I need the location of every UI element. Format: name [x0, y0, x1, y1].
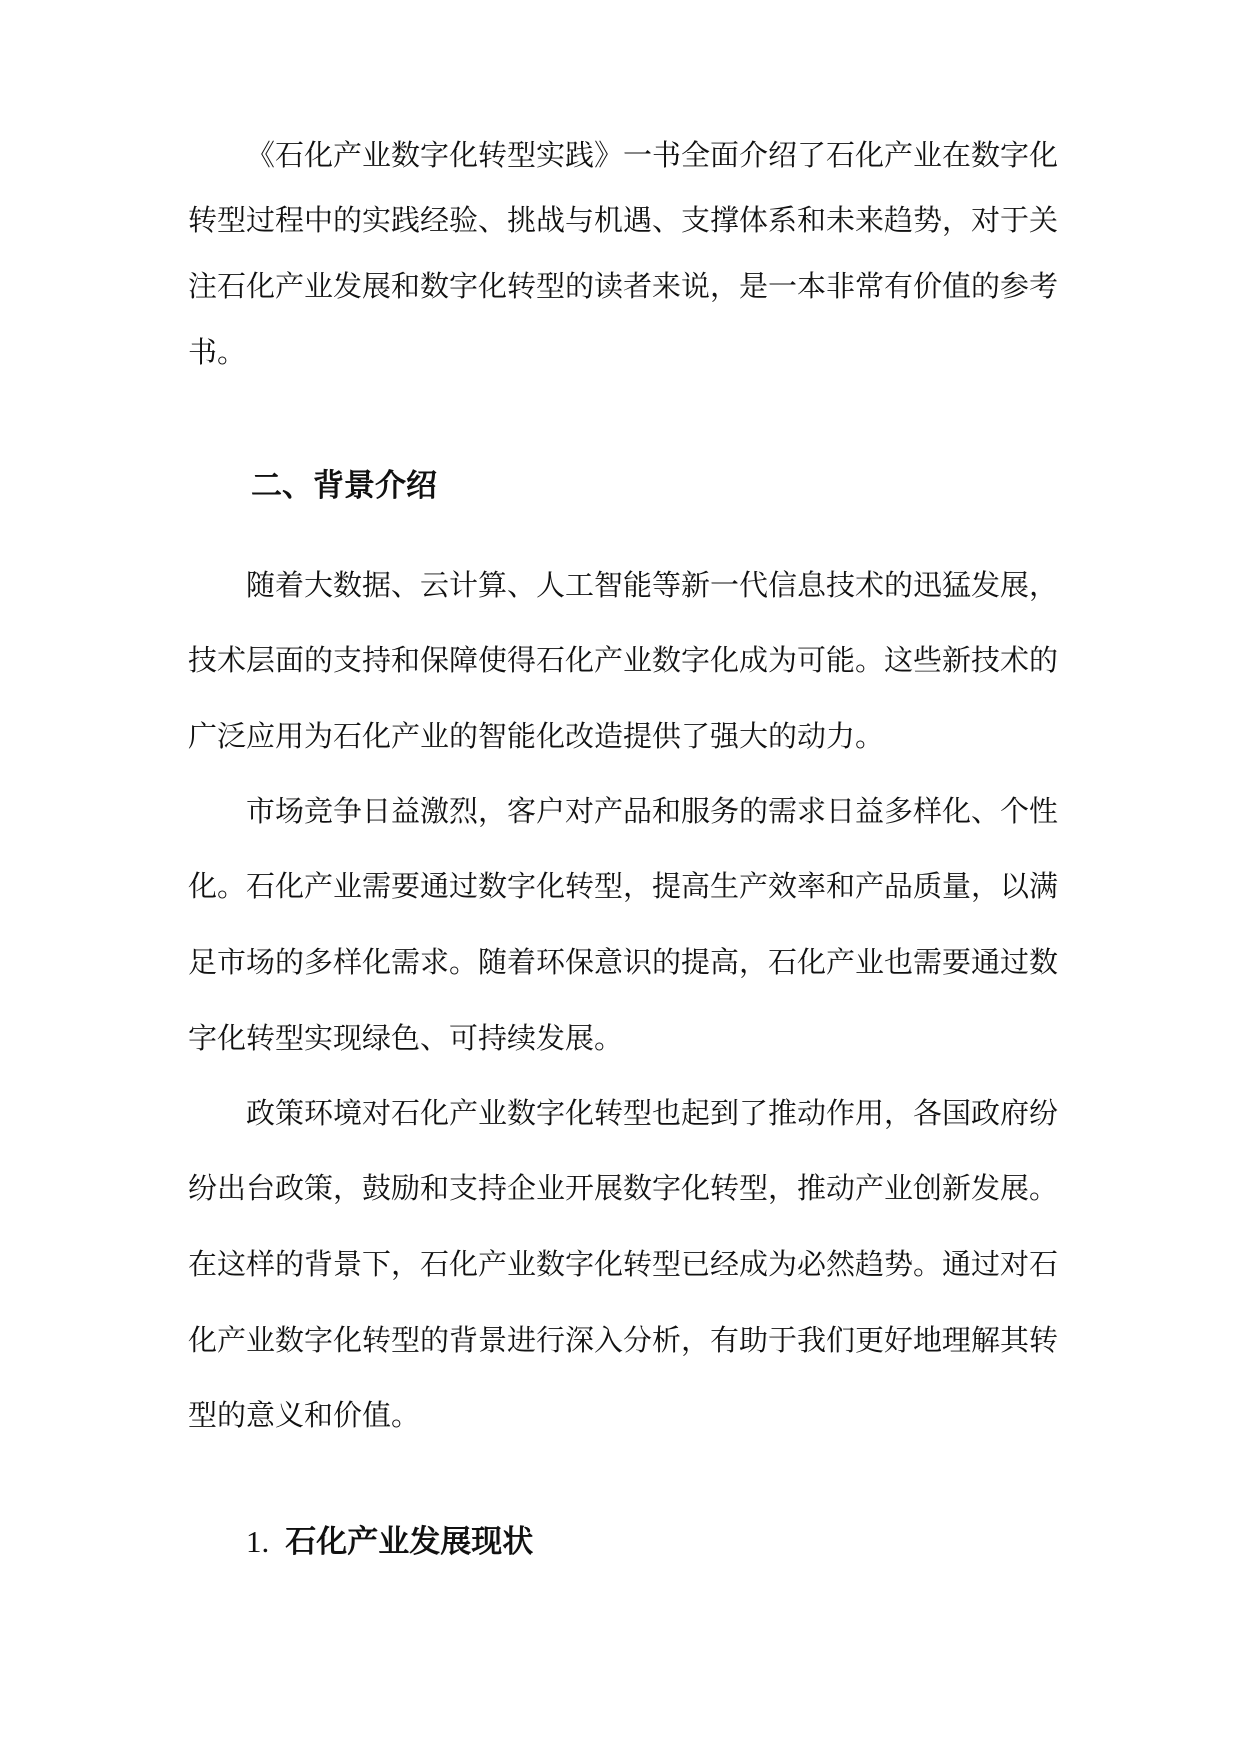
paragraph-market-line-1: 市场竞争日益激烈，客户对产品和服务的需求日益多样化、个性: [246, 794, 1058, 828]
subsection-heading: [246, 1522, 533, 1562]
section-heading: 二、背景介绍: [251, 468, 437, 504]
paragraph-tech-line-1: 随着大数据、云计算、人工智能等新一代信息技术的迅猛发展，: [246, 568, 1058, 602]
paragraph-policy-line-1: 政策环境对石化产业数字化转型也起到了推动作用，各国政府纷: [246, 1096, 1058, 1130]
paragraph-intro-line-1: 《石化产业数字化转型实践》一书全面介绍了石化产业在数字化: [246, 138, 1058, 172]
subsection-number: 1.: [246, 1524, 270, 1559]
paragraph-policy-line-5: 型的意义和价值。: [188, 1398, 421, 1432]
paragraph-policy-line-2: 纷出台政策，鼓励和支持企业开展数字化转型，推动产业创新发展。: [188, 1171, 1058, 1205]
paragraph-tech-line-2: 技术层面的支持和保障使得石化产业数字化成为可能。这些新技术的: [188, 643, 1058, 677]
paragraph-intro-line-4: 书。: [188, 335, 247, 369]
paragraph-intro-line-3: 注石化产业发展和数字化转型的读者来说，是一本非常有价值的参考: [188, 269, 1058, 303]
paragraph-policy-line-3: 在这样的背景下，石化产业数字化转型已经成为必然趋势。通过对石: [188, 1247, 1058, 1281]
paragraph-policy-line-4: 化产业数字化转型的背景进行深入分析，有助于我们更好地理解其转: [188, 1323, 1058, 1357]
paragraph-tech-line-3: 广泛应用为石化产业的智能化改造提供了强大的动力。: [188, 719, 885, 753]
paragraph-market-line-3: 足市场的多样化需求。随着环保意识的提高，石化产业也需要通过数: [188, 945, 1058, 979]
paragraph-market-line-4: 字化转型实现绿色、可持续发展。: [188, 1021, 624, 1055]
subsection-title: 石化产业发展现状: [285, 1524, 534, 1560]
paragraph-intro-line-2: 转型过程中的实践经验、挑战与机遇、支撑体系和未来趋势，对于关: [188, 203, 1058, 237]
paragraph-market-line-2: 化。石化产业需要通过数字化转型，提高生产效率和产品质量，以满: [188, 869, 1058, 903]
